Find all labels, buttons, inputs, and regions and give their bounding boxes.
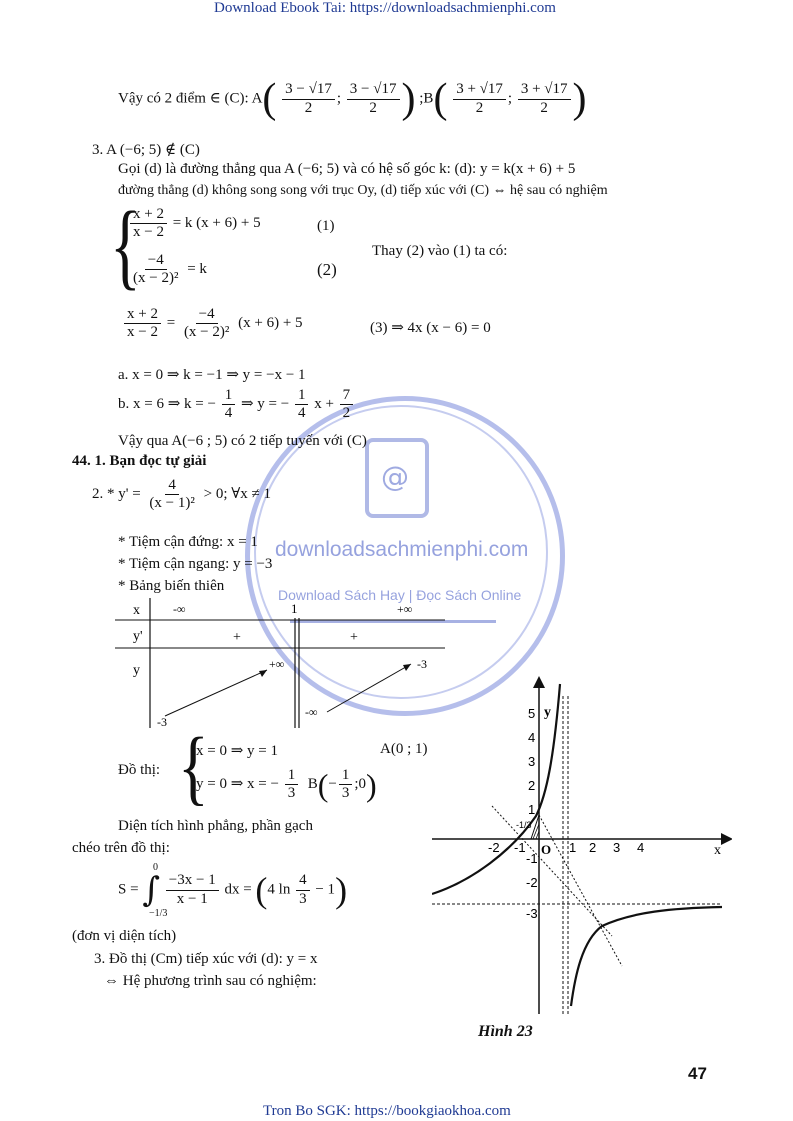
tangent-line-1 [539,815,622,966]
x-tick-m1: -1 [514,840,526,855]
a-y-den: 2 [369,99,377,116]
vt-yp-label: y' [133,629,143,644]
deriv-post: > 0; ∀x ≠ 1 [203,486,272,503]
a-x-num: 3 − √17 [282,81,335,99]
case-b-mid: ⇒ y = − [240,396,290,413]
vt-x-neg-inf: -∞ [173,602,186,616]
sys2-num: −4 [145,252,167,270]
area-line-2: chéo trên đồ thị: [72,840,170,856]
case-b-k-den: 4 [224,405,233,422]
b-x-den: 2 [475,99,484,116]
b-label: ;B [419,90,434,107]
a-x-frac [282,81,335,117]
system-has-solution: ⇔ Hệ phương trình sau có nghiệm: [104,973,317,989]
x-tick-2: 2 [589,840,597,855]
vt-yp-plus-2: + [350,630,358,645]
figure-caption: Hình 23 [478,1023,533,1040]
case-b-y-den: 4 [297,405,306,422]
case-b-x: x + [314,396,334,413]
vt-x-label: x [133,603,140,618]
x-tick-3: 3 [613,840,621,855]
a-y-num: 3 − √17 [347,81,400,99]
vt-x-one: 1 [291,601,298,616]
special-tick: -1/3 [516,820,532,830]
integral-upper: 0 [153,862,158,873]
vt-y-start: -3 [157,715,167,729]
y-tick-4: 4 [528,730,536,745]
s-res-pre: 4 ln [267,881,291,898]
system-eq2 [128,252,207,288]
y-axis-label: y [544,705,551,720]
int-dx: dx = [224,881,252,898]
deriv-num: 4 [165,477,179,495]
y-tick-m3: -3 [526,906,538,921]
system-brace: { [110,192,141,299]
watermark-site: downloadsachmienphi.com [275,538,529,561]
eq3-right-den: (x − 2)² [183,324,230,341]
eq3-rhs: (x + 6) + 5 [238,315,303,332]
x-tick-1: 1 [569,840,577,855]
substitute-text: Thay (2) vào (1) ta có: [372,243,508,259]
case-b-c-den: 2 [342,405,351,422]
sys1-num: x + 2 [130,206,167,224]
a-y-frac [347,81,400,117]
vt-y-neg-inf: -∞ [305,705,318,719]
vt-yp-plus-1: + [233,630,241,645]
g2-pt: B [307,776,318,793]
sys1-den: x − 2 [133,224,164,241]
curve-left-branch [432,684,560,894]
case-b-y-num: 1 [295,387,309,405]
s-pre: S = [118,881,139,898]
eq3-right-num: −4 [196,306,218,324]
int-den: x − 1 [176,890,208,907]
integral-lower: −1/3 [149,908,168,919]
integral-line: S = ∫ $\frac{-3x - 1}{x - 1}$ dx = (4 ln $\frac{4}{3}$ − 1) [118,870,348,910]
s-res-num: 4 [296,872,310,890]
graph-label: Đồ thị: [118,762,161,778]
case-b-k-num: 1 [222,387,236,405]
a-x-den: 2 [304,99,313,116]
area-unit: (đơn vị diện tích) [72,928,177,944]
graph-point-a: A(0 ; 1) [380,741,428,757]
figure-graph [432,676,732,1016]
b-x-num: 3 + √17 [453,81,506,99]
exercise-44: 44. 1. Bạn đọc tự giải [72,453,207,469]
sys1-tag: (1) [317,218,335,234]
case-b-c-num: 7 [340,387,354,405]
graph-brace: { [178,720,209,814]
g2-pt-num: 1 [339,767,353,785]
deriv-den: (x − 1)² [149,495,195,512]
case-b-pre: b. x = 6 ⇒ k = − [118,396,216,413]
sys1-rhs: = k (x + 6) + 5 [172,215,261,232]
area-line-1: Diện tích hình phẳng, phần gạch [118,818,313,834]
header-download-link[interactable]: Download Ebook Tai: https://downloadsachmienphi.com [214,0,556,16]
vt-y-pos-inf: +∞ [269,657,285,671]
two-points-line: Vậy có 2 điểm ∈ (C): A( $\frac{3 - √17}{2}$ ; $\frac{3 - √17}{2}$ ) ;B( $\frac{3 + √17}{2}$ ; $\frac{3 + √17}{2}$ ) [118,76,587,122]
y-tick-2: 2 [528,778,536,793]
integral-sign: ∫ [142,870,161,910]
curve-right-branch [571,907,722,1006]
item-3: 3. A (−6; 5) ∉ (C) [92,142,200,158]
g2-pre: y = 0 ⇒ x = − [196,776,279,793]
y-tick-1: 1 [528,802,536,817]
x-tick-m2: -2 [488,840,500,855]
watermark-slogan: Download Sách Hay | Đọc Sách Online [278,587,522,603]
eq3-left-den: x − 2 [127,324,158,341]
vt-y-end: -3 [417,657,427,671]
tangent-line-2 [492,806,612,936]
sys2-tag: (2) [317,260,337,279]
page-number: 47 [688,1064,707,1083]
b-y-den: 2 [540,99,548,116]
deriv-pre: 2. * y' = [92,486,141,503]
line-d-def: Gọi (d) là đường thẳng qua A (−6; 5) và có hệ số góc k: (d): y = k(x + 6) + 5 [118,161,576,177]
vt-y-label: y [133,663,140,678]
eq3-left-num: x + 2 [124,306,161,324]
y-tick-5: 5 [528,706,536,721]
origin-label: O [541,842,552,857]
g2-den: 3 [287,785,296,802]
variation-table [115,598,445,733]
y-tick-3: 3 [528,754,536,769]
b-x-frac [453,81,506,117]
g2-num: 1 [285,767,299,785]
horizontal-asymptote: * Tiệm cận ngang: y = −3 [118,556,273,572]
y-tick-m2: -2 [526,875,538,890]
vertical-asymptote: * Tiệm cận đứng: x = 1 [118,534,258,550]
line-d-cond: đường thẳng (d) không song song với trục Oy, (d) tiếp xúc với (C) ⇔ hệ sau có nghiệm [118,183,608,198]
conclusion: Vậy qua A(−6 ; 5) có 2 tiếp tuyến với (C) [118,433,367,449]
s-res-post: − 1 [315,881,336,898]
book-at-icon: @ [365,438,429,518]
y-tick-m1: -1 [526,851,538,866]
two-points-prefix: Vậy có 2 điểm ∈ (C): A [118,90,263,107]
footer-sgk-link[interactable]: Tron Bo SGK: https://bookgiaokhoa.com [263,1103,511,1119]
equation-3: $\frac{x + 2}{x - 2}$ = $\frac{-4}{\text{(x − 2)²}}$ (x + 6) + 5 [122,306,303,342]
g2-pt-den: 3 [341,785,350,802]
item-3-cm: 3. Đồ thị (Cm) tiếp xúc với (d): y = x [94,951,318,967]
derivative-line [92,477,271,513]
eq3-tag: (3) ⇒ 4x (x − 6) = 0 [370,320,491,336]
b-y-frac [518,81,571,117]
variation-table-title: * Bảng biến thiên [118,578,225,594]
b-y-num: 3 + √17 [518,81,571,99]
graph-point-b-eq: y = 0 ⇒ x = − $\frac{1}{3}$ B(− $\frac{1}{3}$ ;0) [196,766,377,803]
sys2-rhs: = k [187,261,207,278]
system-eq1 [128,206,261,242]
x-tick-4: 4 [637,840,645,855]
s-res-den: 3 [299,890,307,907]
sys2-den: (x − 2)² [133,270,179,287]
case-b [118,387,355,423]
x-axis-label: x [714,843,721,858]
graph-point-a-eq: x = 0 ⇒ y = 1 [196,743,278,759]
int-num: −3x − 1 [166,872,219,890]
vt-x-pos-inf: +∞ [397,602,413,616]
case-a: a. x = 0 ⇒ k = −1 ⇒ y = −x − 1 [118,367,306,383]
